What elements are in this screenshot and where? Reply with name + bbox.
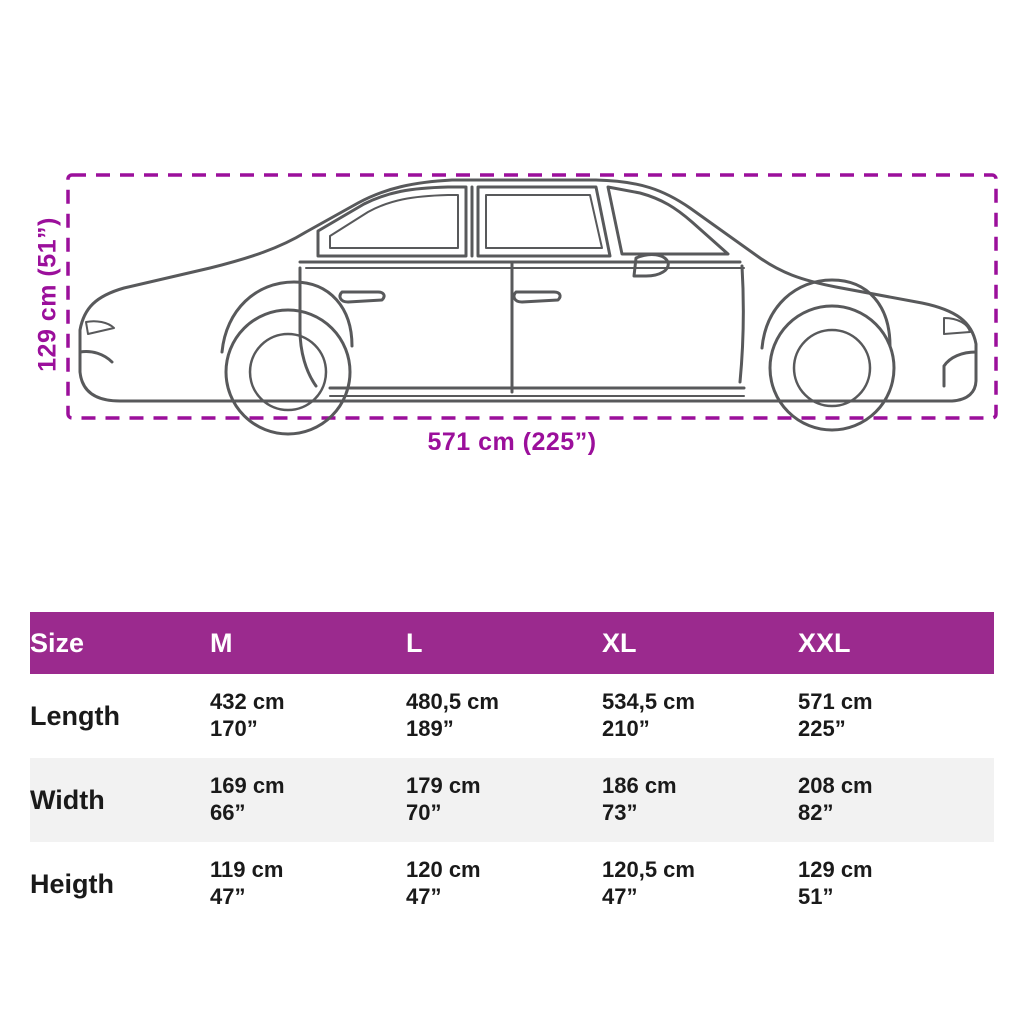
cell-height-l [406, 842, 602, 926]
rear-wheel-arch [222, 282, 352, 352]
cell-value-cm: 129 cm [798, 857, 873, 883]
cell-height-xl [602, 842, 798, 926]
car-illustration [80, 180, 976, 434]
cell-value-in: 170” [210, 716, 258, 741]
side-mirror [634, 255, 668, 276]
front-door-handle [514, 292, 560, 302]
cell-value-cm: 120 cm [406, 857, 481, 883]
cell-length-m [210, 674, 406, 758]
cell-value-in: 66” [210, 800, 246, 825]
front-wheel-arch [762, 280, 890, 348]
cell-length-xl [602, 674, 798, 758]
front-rim [794, 330, 870, 406]
cell-value-cm: 534,5 cm [602, 689, 695, 715]
cell-value-in: 82” [798, 800, 834, 825]
cell-width-l [406, 758, 602, 842]
size-table-header [30, 612, 994, 674]
cell-value-in: 51” [798, 884, 834, 909]
cell-width-m [210, 758, 406, 842]
rear-bumper-line [80, 351, 112, 362]
table-row [30, 842, 994, 926]
cell-value-cm: 119 cm [210, 857, 284, 883]
row-label-width: Width [30, 758, 210, 842]
table-header-size: Size [30, 612, 210, 674]
cell-value-in: 47” [210, 884, 246, 909]
rear-tyre [226, 310, 350, 434]
headlight [944, 318, 970, 334]
cell-length-xxl [798, 674, 994, 758]
front-door-edge [740, 266, 743, 382]
cell-value-in: 47” [406, 884, 442, 909]
height-dimension-label: 129 cm (51”) [33, 217, 62, 372]
cell-width-xl [602, 758, 798, 842]
cell-value-in: 210” [602, 716, 650, 741]
table-header-l: L [406, 612, 602, 674]
table-header-xl: XL [602, 612, 798, 674]
rear-door-handle [340, 292, 384, 302]
cell-height-xxl [798, 842, 994, 926]
cell-value-in: 47” [602, 884, 638, 909]
rear-window [318, 187, 466, 256]
taillight [86, 321, 114, 334]
size-table [30, 612, 994, 926]
table-header-xxl: XXL [798, 612, 994, 674]
row-label-height: Heigth [30, 868, 114, 899]
rear-rim [250, 334, 326, 410]
cell-length-l [406, 674, 602, 758]
cell-value-cm: 571 cm [798, 689, 873, 715]
rear-door-window-inner [486, 195, 602, 248]
cell-value-cm: 480,5 cm [406, 689, 499, 715]
row-label-length: Length [30, 700, 120, 731]
cell-value-cm: 186 cm [602, 773, 677, 799]
cell-height-m [210, 842, 406, 926]
cell-value-cm: 120,5 cm [602, 857, 695, 883]
cell-value-in: 189” [406, 716, 454, 741]
dimension-box [68, 175, 996, 418]
size-table-body [30, 674, 994, 926]
front-bumper-line [944, 352, 976, 386]
cell-value-cm: 169 cm [210, 773, 285, 799]
cell-value-cm: 208 cm [798, 773, 873, 799]
cell-value-cm: 179 cm [406, 773, 481, 799]
cell-value-cm: 432 cm [210, 689, 285, 715]
front-tyre [770, 306, 894, 430]
table-row [30, 674, 994, 758]
table-header-row [30, 612, 994, 674]
cell-value-in: 225” [798, 716, 846, 741]
cell-value-in: 70” [406, 800, 442, 825]
table-row [30, 758, 994, 842]
table-header-m: M [210, 612, 406, 674]
cell-width-xxl [798, 758, 994, 842]
cell-value-in: 73” [602, 800, 638, 825]
rear-window-inner [330, 195, 458, 248]
length-dimension-label: 571 cm (225”) [427, 428, 597, 456]
